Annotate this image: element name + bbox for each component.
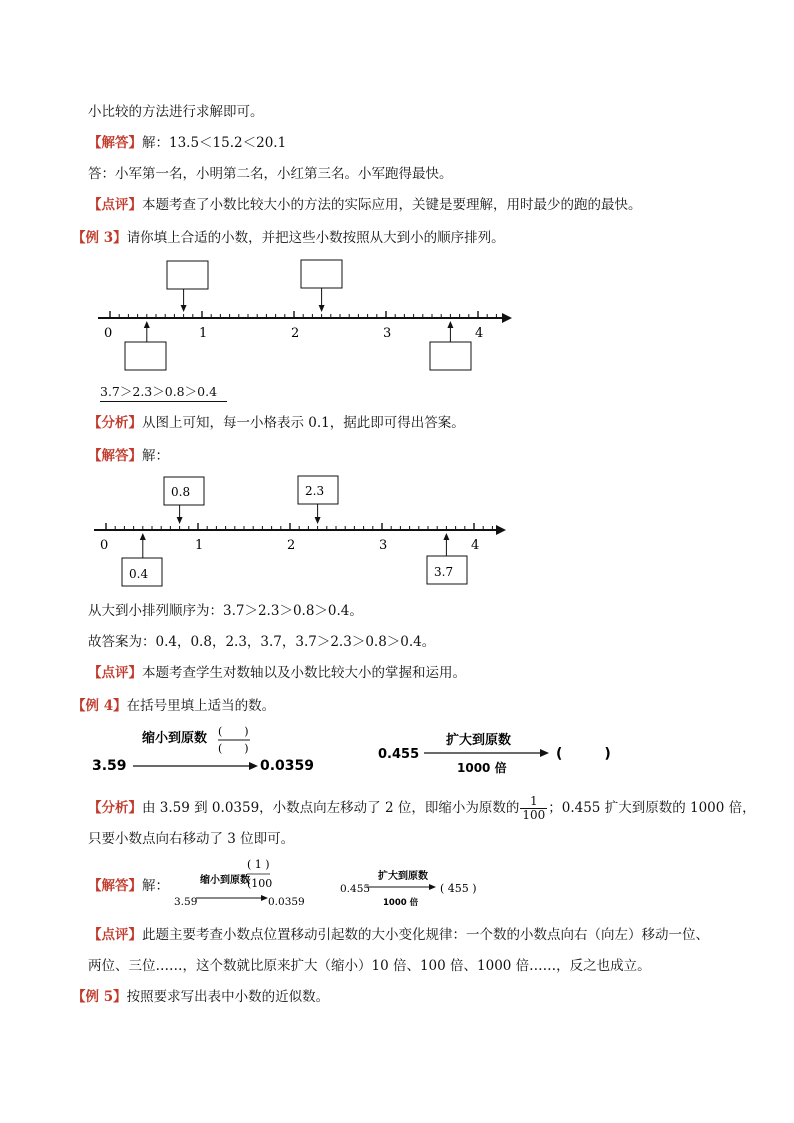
sol4-left-to: 0.0359 (268, 896, 305, 908)
example-4-heading (72, 697, 275, 715)
tick-label: 3 (383, 326, 392, 341)
analysis-text-b: ；0.455 扩大到原数的 1000 倍， (548, 800, 756, 816)
arrow-right-icon (496, 525, 506, 535)
tick-label: 2 (287, 538, 296, 553)
ex4-right-below: 1000 倍 (457, 761, 507, 775)
review-text: 此题主要考查小数点位置移动引起数的大小变化规律：一个数的小数点向右（向左）移动一位、 (142, 927, 709, 943)
solution-text: 解： (142, 878, 169, 894)
arrow-down-icon (177, 517, 183, 524)
sol4-arrow-diagrams (0, 855, 794, 915)
sol4-right-result: ( 455 ) (440, 882, 477, 895)
analysis-text: 从图上可知，每一小格表示 0.1，据此即可得出答案。 (142, 415, 465, 431)
order-line: 从大到小排列顺序为：3.7＞2.3＞0.8＞0.4。 (88, 603, 363, 619)
box-label: 2.3 (305, 484, 325, 498)
sol4-left-above: 缩小到原数 (200, 875, 250, 886)
final-answer-line: 故答案为：0.4，0.8，2.3，3.7，3.7＞2.3＞0.8＞0.4。 (88, 634, 436, 650)
arrow-down-icon (315, 517, 321, 524)
fraction: $\frac{1}{100}$ (522, 794, 546, 822)
analysis-tag: 【分析】 (88, 415, 142, 431)
arrow-up-icon (140, 533, 146, 540)
box-label: 3.7 (434, 565, 454, 579)
sol4-right-above: 扩大到原数 (378, 871, 428, 882)
review-text: 本题考查学生对数轴以及小数比较大小的掌握和运用。 (142, 665, 466, 681)
tick-label: 1 (199, 326, 208, 341)
example-text: 请你填上合适的小数，并把这些小数按照从大到小的顺序排列。 (126, 230, 505, 246)
arrow-right-icon (540, 749, 549, 757)
tick-label: 0 (100, 538, 109, 553)
tick-label: 2 (291, 326, 300, 341)
example-tag: 【例 4】 (72, 698, 127, 714)
ex4-left-above: 缩小到原数 (142, 731, 208, 746)
solution-tag: 【解答】 (88, 878, 142, 894)
ex3-answer-line: 3.7＞2.3＞0.8＞0.4 (100, 383, 227, 402)
example-tag: 【例 5】 (72, 989, 127, 1005)
example-text: 在括号里填上适当的数。 (126, 698, 276, 714)
tick-label: 3 (379, 538, 388, 553)
ex4-left-paren-bottom: ( ) (218, 742, 249, 755)
box-label: 0.4 (129, 567, 149, 581)
ex4-arrow-diagrams (0, 720, 794, 780)
sol4-left-frac-den: (100 (247, 877, 273, 890)
review-line-2: 两位、三位……，这个数就比原来扩大（缩小）10 倍、100 倍、1000 倍……，反之也成立。 (88, 958, 651, 974)
example-text: 按照要求写出表中小数的近似数。 (126, 989, 330, 1005)
review-tag: 【点评】 (88, 927, 142, 943)
solution-tag: 【解答】 (88, 448, 142, 464)
tick-label: 0 (104, 326, 113, 341)
answer-text: 解：13.5＜15.2＜20.1 (142, 135, 287, 151)
text-line: 小比较的方法进行求解即可。 (88, 104, 264, 120)
review-line (88, 664, 466, 682)
ex4-left-paren-top: ( ) (218, 725, 249, 738)
arrow-right-icon (429, 884, 436, 890)
arrow-right-icon (261, 895, 268, 901)
ex4-right-result: ( ) (556, 746, 611, 762)
tick-label: 4 (471, 538, 480, 553)
answer-tag: 【解答】 (88, 135, 142, 151)
sol4-right-below: 1000 倍 (383, 898, 419, 908)
sol4-right-from: 0.455 (340, 883, 371, 895)
sol4-left-from: 3.59 (174, 896, 198, 908)
arrow-right-icon (249, 762, 258, 770)
box-label: 0.8 (171, 485, 191, 499)
analysis-text: 由 3.59 到 0.0359，小数点向左移动了 2 位，即缩小为原数的 (142, 800, 520, 816)
ex4-left-from: 3.59 (92, 758, 127, 774)
analysis-line (88, 795, 756, 822)
sol4-left-frac-num: ( 1 ) (247, 858, 270, 871)
analysis-line-2: 只要小数点向右移动了 3 位即可。 (88, 831, 295, 847)
example-5-heading (72, 988, 329, 1006)
tick-label: 1 (195, 538, 204, 553)
tick-label: 4 (475, 326, 484, 341)
review-line (88, 926, 709, 944)
solution-text: 解： (142, 448, 169, 464)
example-tag: 【例 3】 (72, 230, 127, 246)
review-tag: 【点评】 (88, 197, 142, 213)
ex4-right-from: 0.455 (378, 747, 420, 762)
ex4-right-above: 扩大到原数 (446, 733, 512, 748)
text-line: 答：小军第一名，小明第二名，小红第三名。小军跑得最快。 (88, 166, 453, 182)
ex4-left-to: 0.0359 (260, 758, 315, 774)
review-tag: 【点评】 (88, 665, 142, 681)
arrow-up-icon (443, 533, 449, 540)
review-text: 本题考查了小数比较大小的方法的实际应用，关键是要理解，用时最少的跑的最快。 (142, 197, 642, 213)
analysis-tag: 【分析】 (88, 800, 142, 816)
